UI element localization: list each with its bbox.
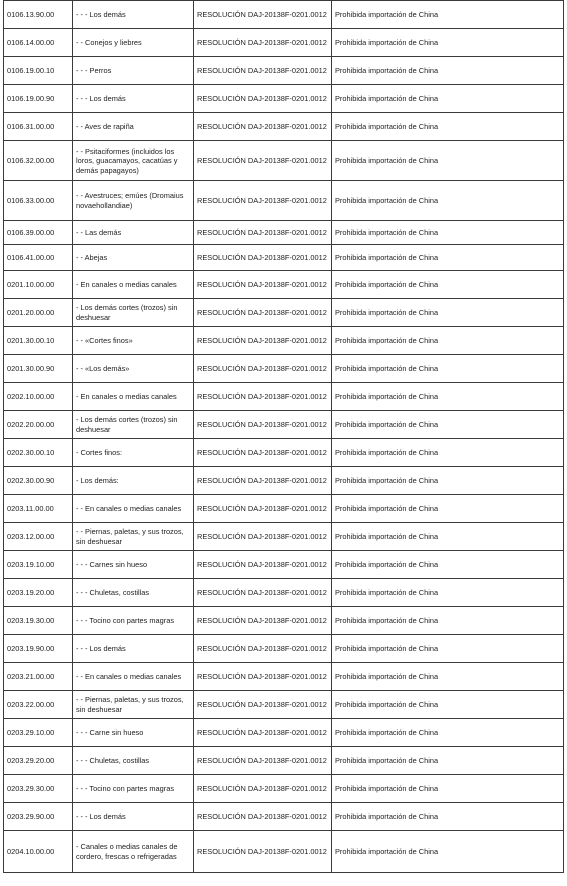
tariff-code-cell: 0201.20.00.00 [4,299,73,327]
tariff-code-cell: 0202.20.00.00 [4,411,73,439]
resolution-cell: RESOLUCIÓN DAJ-20138F-0201.0012 [194,85,332,113]
tariff-code-cell: 0203.29.90.00 [4,803,73,831]
description-cell: - - Las demás [73,221,194,245]
description-cell: - - - Tocino con partes magras [73,775,194,803]
description-cell: - - - Perros [73,57,194,85]
resolution-cell: RESOLUCIÓN DAJ-20138F-0201.0012 [194,327,332,355]
description-cell: - - «Cortes finos» [73,327,194,355]
table-row [4,85,564,113]
restriction-cell: Prohibida importación de China [332,29,564,57]
tariff-code-cell: 0202.30.00.90 [4,467,73,495]
restriction-cell: Prohibida importación de China [332,271,564,299]
description-cell: - - - Tocino con partes magras [73,607,194,635]
table-row [4,29,564,57]
description-cell: - - Conejos y liebres [73,29,194,57]
resolution-cell: RESOLUCIÓN DAJ-20138F-0201.0012 [194,245,332,271]
tariff-code-cell: 0203.19.10.00 [4,551,73,579]
restriction-cell: Prohibida importación de China [332,57,564,85]
restriction-cell: Prohibida importación de China [332,495,564,523]
description-cell: - - Abejas [73,245,194,271]
description-cell: - - - Los demás [73,803,194,831]
resolution-cell: RESOLUCIÓN DAJ-20138F-0201.0012 [194,355,332,383]
restriction-cell: Prohibida importación de China [332,663,564,691]
restriction-cell: Prohibida importación de China [332,383,564,411]
resolution-cell: RESOLUCIÓN DAJ-20138F-0201.0012 [194,719,332,747]
resolution-cell: RESOLUCIÓN DAJ-20138F-0201.0012 [194,181,332,221]
resolution-cell: RESOLUCIÓN DAJ-20138F-0201.0012 [194,141,332,181]
tariff-code-cell: 0203.11.00.00 [4,495,73,523]
tariff-code-cell: 0106.19.00.10 [4,57,73,85]
tariff-code-cell: 0203.29.30.00 [4,775,73,803]
table-row [4,271,564,299]
description-cell: - - Aves de rapiña [73,113,194,141]
table-row [4,635,564,663]
restriction-cell: Prohibida importación de China [332,141,564,181]
resolution-cell: RESOLUCIÓN DAJ-20138F-0201.0012 [194,495,332,523]
restriction-cell: Prohibida importación de China [332,355,564,383]
resolution-cell: RESOLUCIÓN DAJ-20138F-0201.0012 [194,635,332,663]
description-cell: - - - Los demás [73,85,194,113]
resolution-cell: RESOLUCIÓN DAJ-20138F-0201.0012 [194,439,332,467]
restriction-cell: Prohibida importación de China [332,579,564,607]
resolution-cell: RESOLUCIÓN DAJ-20138F-0201.0012 [194,411,332,439]
table-row [4,691,564,719]
tariff-code-cell: 0202.30.00.10 [4,439,73,467]
resolution-cell: RESOLUCIÓN DAJ-20138F-0201.0012 [194,221,332,245]
description-cell: - - - Chuletas, costillas [73,579,194,607]
tariff-code-cell: 0106.13.90.00 [4,1,73,29]
tariff-code-cell: 0106.41.00.00 [4,245,73,271]
description-cell: - - - Los demás [73,1,194,29]
description-cell: - - - Chuletas, costillas [73,747,194,775]
tariff-code-cell: 0106.31.00.00 [4,113,73,141]
description-cell: - - En canales o medias canales [73,663,194,691]
tariff-code-cell: 0202.10.00.00 [4,383,73,411]
table-row [4,831,564,873]
restriction-cell: Prohibida importación de China [332,551,564,579]
resolution-cell: RESOLUCIÓN DAJ-20138F-0201.0012 [194,383,332,411]
resolution-cell: RESOLUCIÓN DAJ-20138F-0201.0012 [194,551,332,579]
table-row [4,181,564,221]
restriction-cell: Prohibida importación de China [332,411,564,439]
table-row [4,803,564,831]
restriction-cell: Prohibida importación de China [332,747,564,775]
restriction-cell: Prohibida importación de China [332,831,564,873]
table-row [4,495,564,523]
restriction-cell: Prohibida importación de China [332,775,564,803]
description-cell: - - - Carne sin hueso [73,719,194,747]
description-cell: - - «Los demás» [73,355,194,383]
tariff-code-cell: 0201.30.00.90 [4,355,73,383]
restriction-cell: Prohibida importación de China [332,299,564,327]
table-row [4,383,564,411]
table-row [4,607,564,635]
tariff-code-cell: 0203.21.00.00 [4,663,73,691]
description-cell: - - Avestruces; emúes (Dromaius novaehollandiae) [73,181,194,221]
table-row [4,439,564,467]
table-row [4,467,564,495]
description-cell: - - Piernas, paletas, y sus trozos, sin deshuesar [73,523,194,551]
resolution-cell: RESOLUCIÓN DAJ-20138F-0201.0012 [194,1,332,29]
table-row [4,299,564,327]
description-cell: - Canales o medias canales de cordero, frescas o refrigeradas [73,831,194,873]
tariff-code-cell: 0203.22.00.00 [4,691,73,719]
description-cell: - Los demás: [73,467,194,495]
resolution-cell: RESOLUCIÓN DAJ-20138F-0201.0012 [194,271,332,299]
tariff-code-cell: 0106.14.00.00 [4,29,73,57]
restriction-cell: Prohibida importación de China [332,113,564,141]
table-row [4,57,564,85]
table-row [4,747,564,775]
description-cell: - - Piernas, paletas, y sus trozos, sin deshuesar [73,691,194,719]
resolution-cell: RESOLUCIÓN DAJ-20138F-0201.0012 [194,579,332,607]
resolution-cell: RESOLUCIÓN DAJ-20138F-0201.0012 [194,57,332,85]
resolution-cell: RESOLUCIÓN DAJ-20138F-0201.0012 [194,607,332,635]
description-cell: - - Psitaciformes (incluidos los loros, guacamayos, cacatúas y demás papagayos) [73,141,194,181]
description-cell: - - En canales o medias canales [73,495,194,523]
description-cell: - - - Carnes sin hueso [73,551,194,579]
table-row [4,1,564,29]
tariff-code-cell: 0203.12.00.00 [4,523,73,551]
tariff-code-cell: 0203.19.30.00 [4,607,73,635]
restriction-cell: Prohibida importación de China [332,607,564,635]
restriction-cell: Prohibida importación de China [332,85,564,113]
tariff-code-cell: 0203.19.20.00 [4,579,73,607]
table-row [4,663,564,691]
resolution-cell: RESOLUCIÓN DAJ-20138F-0201.0012 [194,467,332,495]
tariff-code-cell: 0203.19.90.00 [4,635,73,663]
description-cell: - En canales o medias canales [73,383,194,411]
table-row [4,719,564,747]
description-cell: - Los demás cortes (trozos) sin deshuesar [73,299,194,327]
resolution-cell: RESOLUCIÓN DAJ-20138F-0201.0012 [194,831,332,873]
description-cell: - - - Los demás [73,635,194,663]
restriction-cell: Prohibida importación de China [332,467,564,495]
tariff-code-cell: 0201.30.00.10 [4,327,73,355]
table-row [4,221,564,245]
table-row [4,355,564,383]
resolution-cell: RESOLUCIÓN DAJ-20138F-0201.0012 [194,663,332,691]
restriction-cell: Prohibida importación de China [332,803,564,831]
resolution-cell: RESOLUCIÓN DAJ-20138F-0201.0012 [194,113,332,141]
tariff-code-cell: 0106.32.00.00 [4,141,73,181]
restriction-cell: Prohibida importación de China [332,439,564,467]
restriction-cell: Prohibida importación de China [332,523,564,551]
table-row [4,411,564,439]
restriction-cell: Prohibida importación de China [332,1,564,29]
restriction-cell: Prohibida importación de China [332,691,564,719]
tariff-code-cell: 0203.29.10.00 [4,719,73,747]
tariff-code-cell: 0106.19.00.90 [4,85,73,113]
description-cell: - En canales o medias canales [73,271,194,299]
restriction-cell: Prohibida importación de China [332,327,564,355]
tariff-table-body [4,1,564,873]
tariff-code-cell: 0203.29.20.00 [4,747,73,775]
description-cell: - Los demás cortes (trozos) sin deshuesar [73,411,194,439]
table-row [4,141,564,181]
resolution-cell: RESOLUCIÓN DAJ-20138F-0201.0012 [194,747,332,775]
tariff-code-cell: 0106.33.00.00 [4,181,73,221]
tariff-code-cell: 0106.39.00.00 [4,221,73,245]
restriction-cell: Prohibida importación de China [332,245,564,271]
restriction-cell: Prohibida importación de China [332,181,564,221]
resolution-cell: RESOLUCIÓN DAJ-20138F-0201.0012 [194,691,332,719]
table-row [4,327,564,355]
table-row [4,551,564,579]
restriction-cell: Prohibida importación de China [332,635,564,663]
description-cell: - Cortes finos: [73,439,194,467]
table-row [4,579,564,607]
resolution-cell: RESOLUCIÓN DAJ-20138F-0201.0012 [194,299,332,327]
table-row [4,775,564,803]
restriction-cell: Prohibida importación de China [332,221,564,245]
resolution-cell: RESOLUCIÓN DAJ-20138F-0201.0012 [194,775,332,803]
restriction-cell: Prohibida importación de China [332,719,564,747]
table-row [4,113,564,141]
tariff-code-cell: 0204.10.00.00 [4,831,73,873]
resolution-cell: RESOLUCIÓN DAJ-20138F-0201.0012 [194,523,332,551]
tariff-table [3,0,564,873]
table-row [4,523,564,551]
resolution-cell: RESOLUCIÓN DAJ-20138F-0201.0012 [194,29,332,57]
table-row [4,245,564,271]
resolution-cell: RESOLUCIÓN DAJ-20138F-0201.0012 [194,803,332,831]
tariff-code-cell: 0201.10.00.00 [4,271,73,299]
